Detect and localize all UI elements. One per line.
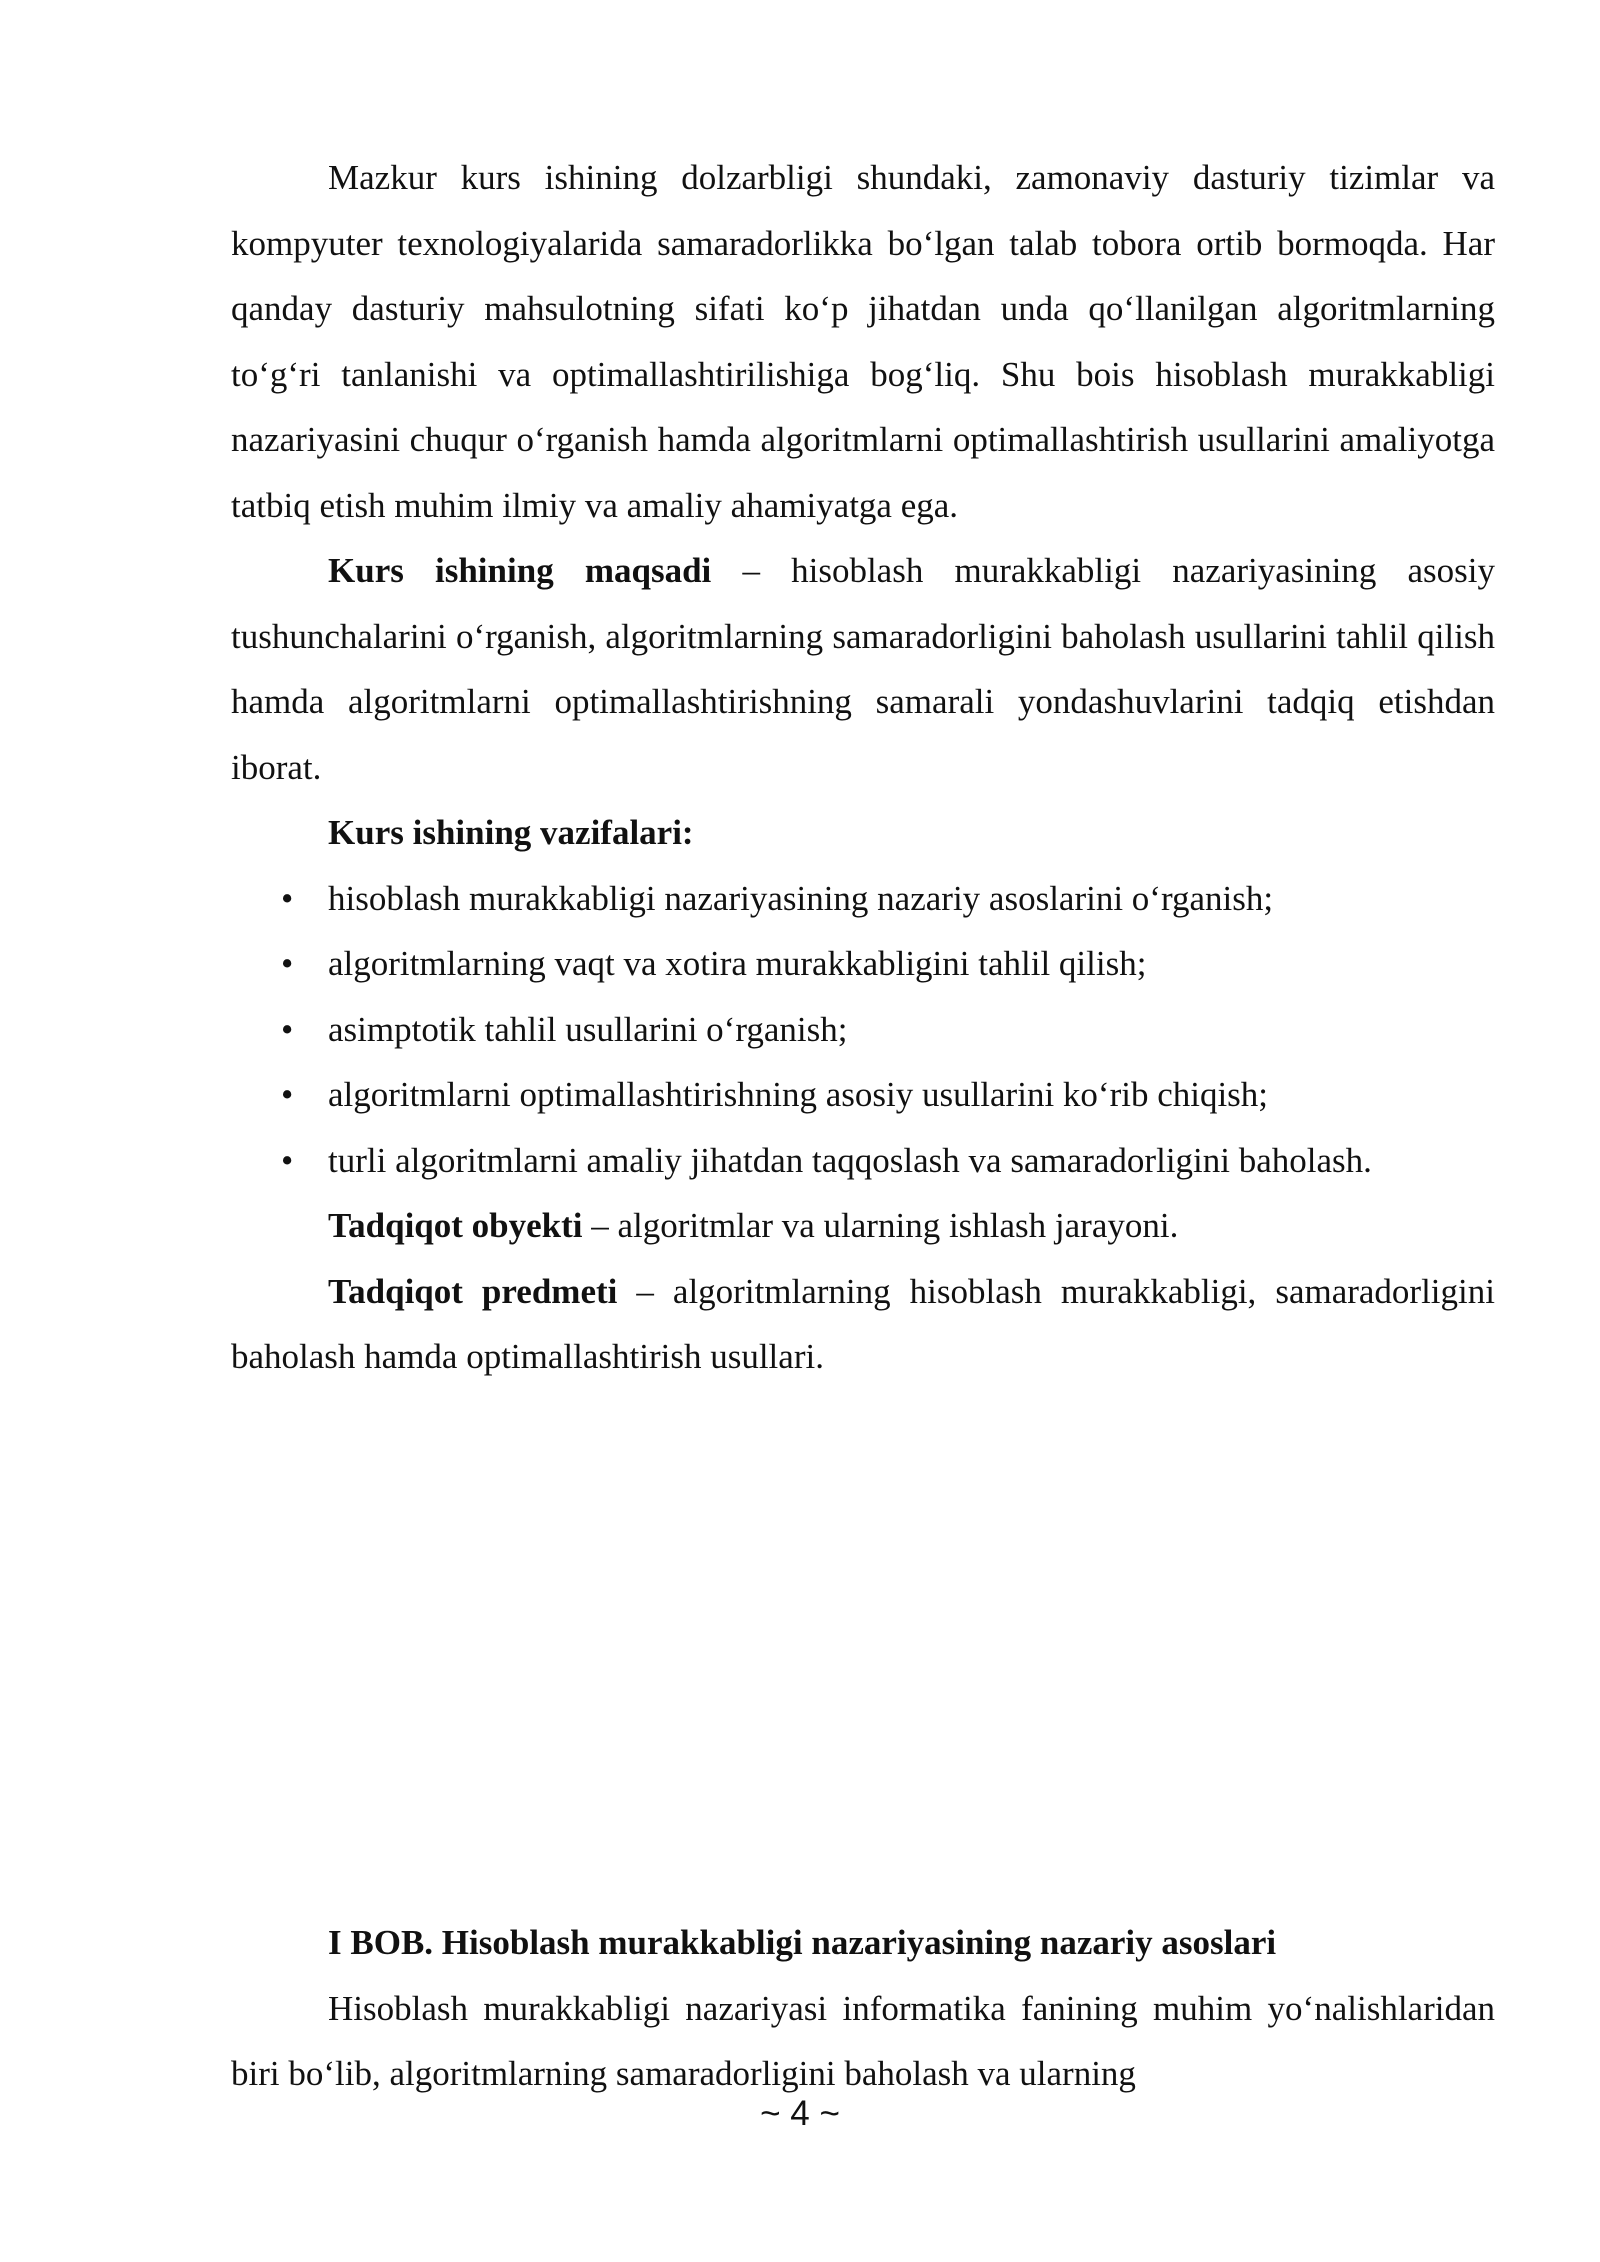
chapter-title: I BOB. Hisoblash murakkabligi nazariyasining nazariy asoslari [328,1923,1277,1962]
tasks-list [231,866,1495,1194]
chapter-intro: Hisoblash murakkabligi nazariyasi informatika fanining muhim yo‘nalishlaridan biri bo‘lib, algoritmlarning samaradorligini baholash va ularning [231,1988,1495,2093]
object-text: – algoritmlar va ularning ishlash jarayoni. [582,1206,1179,1245]
list-item [231,1128,1495,1194]
bullet-icon: • [281,944,294,983]
bullet-icon: • [281,878,294,918]
goal-label: Kurs ishining maqsadi [328,551,712,590]
subject-label: Tadqiqot predmeti [328,1271,618,1311]
page-number: ~ 4 ~ [760,2094,840,2133]
task-text: algoritmlarni optimallashtirishning asosiy usullarini ko‘rib chiqish; [328,1075,1269,1114]
task-text: hisoblash murakkabligi nazariyasining nazariy asoslarini o‘rganish; [328,878,1274,918]
task-text: asimptotik tahlil usullarini o‘rganish; [328,1009,848,1049]
task-text: turli algoritmlarni amaliy jihatdan taqqoslash va samaradorligini baholash. [328,1140,1372,1180]
paragraph-goal [231,538,1495,800]
paragraph-object [231,1193,1495,1259]
list-item [231,866,1495,932]
list-item [231,1062,1495,1128]
paragraph-subject [231,1259,1495,1390]
list-item [231,931,1495,997]
task-text: algoritmlarning vaqt va xotira murakkabligini tahlil qilish; [328,944,1147,983]
goal-text: – hisoblash murakkabligi nazariyasining asosiy tushunchalarini o‘rganish, algoritmlarning samaradorligini baholash usullarini tahlil qilish hamda algoritmlarni optimallashtirishning samarali yondashuvlarini tadqiq etishdan iborat. [231,551,1495,787]
body-text [231,145,1495,1390]
bullet-icon: • [281,1140,294,1180]
bullet-icon: • [281,1009,294,1049]
chapter-section [231,1910,1495,2107]
subject-text: – algoritmlarning hisoblash murakkabligi, samaradorligini baholash hamda optimallashtirish usullari. [231,1271,1495,1376]
list-item [231,997,1495,1063]
bullet-icon: • [281,1075,294,1114]
tasks-heading: Kurs ishining vazifalari: [328,813,694,852]
object-label: Tadqiqot obyekti [328,1206,583,1245]
paragraph-relevance: Mazkur kurs ishining dolzarbligi shundaki, zamonaviy dasturiy tizimlar va kompyuter texnologiyalarida samaradorlikka bo‘lgan talab tobora ortib bormoqda. Har qanday dasturiy mahsulotning sifati ko‘p jihatdan unda qo‘llanilgan algoritmlarning to‘g‘ri tanlanishi va optimallashtirilishiga bog‘liq. Shu bois hisoblash murakkabligi nazariyasini chuqur o‘rganish hamda algoritmlarni optimallashtirish usullarini amaliyotga tatbiq etish muhim ilmiy va amaliy ahamiyatga ega. [231,158,1495,525]
